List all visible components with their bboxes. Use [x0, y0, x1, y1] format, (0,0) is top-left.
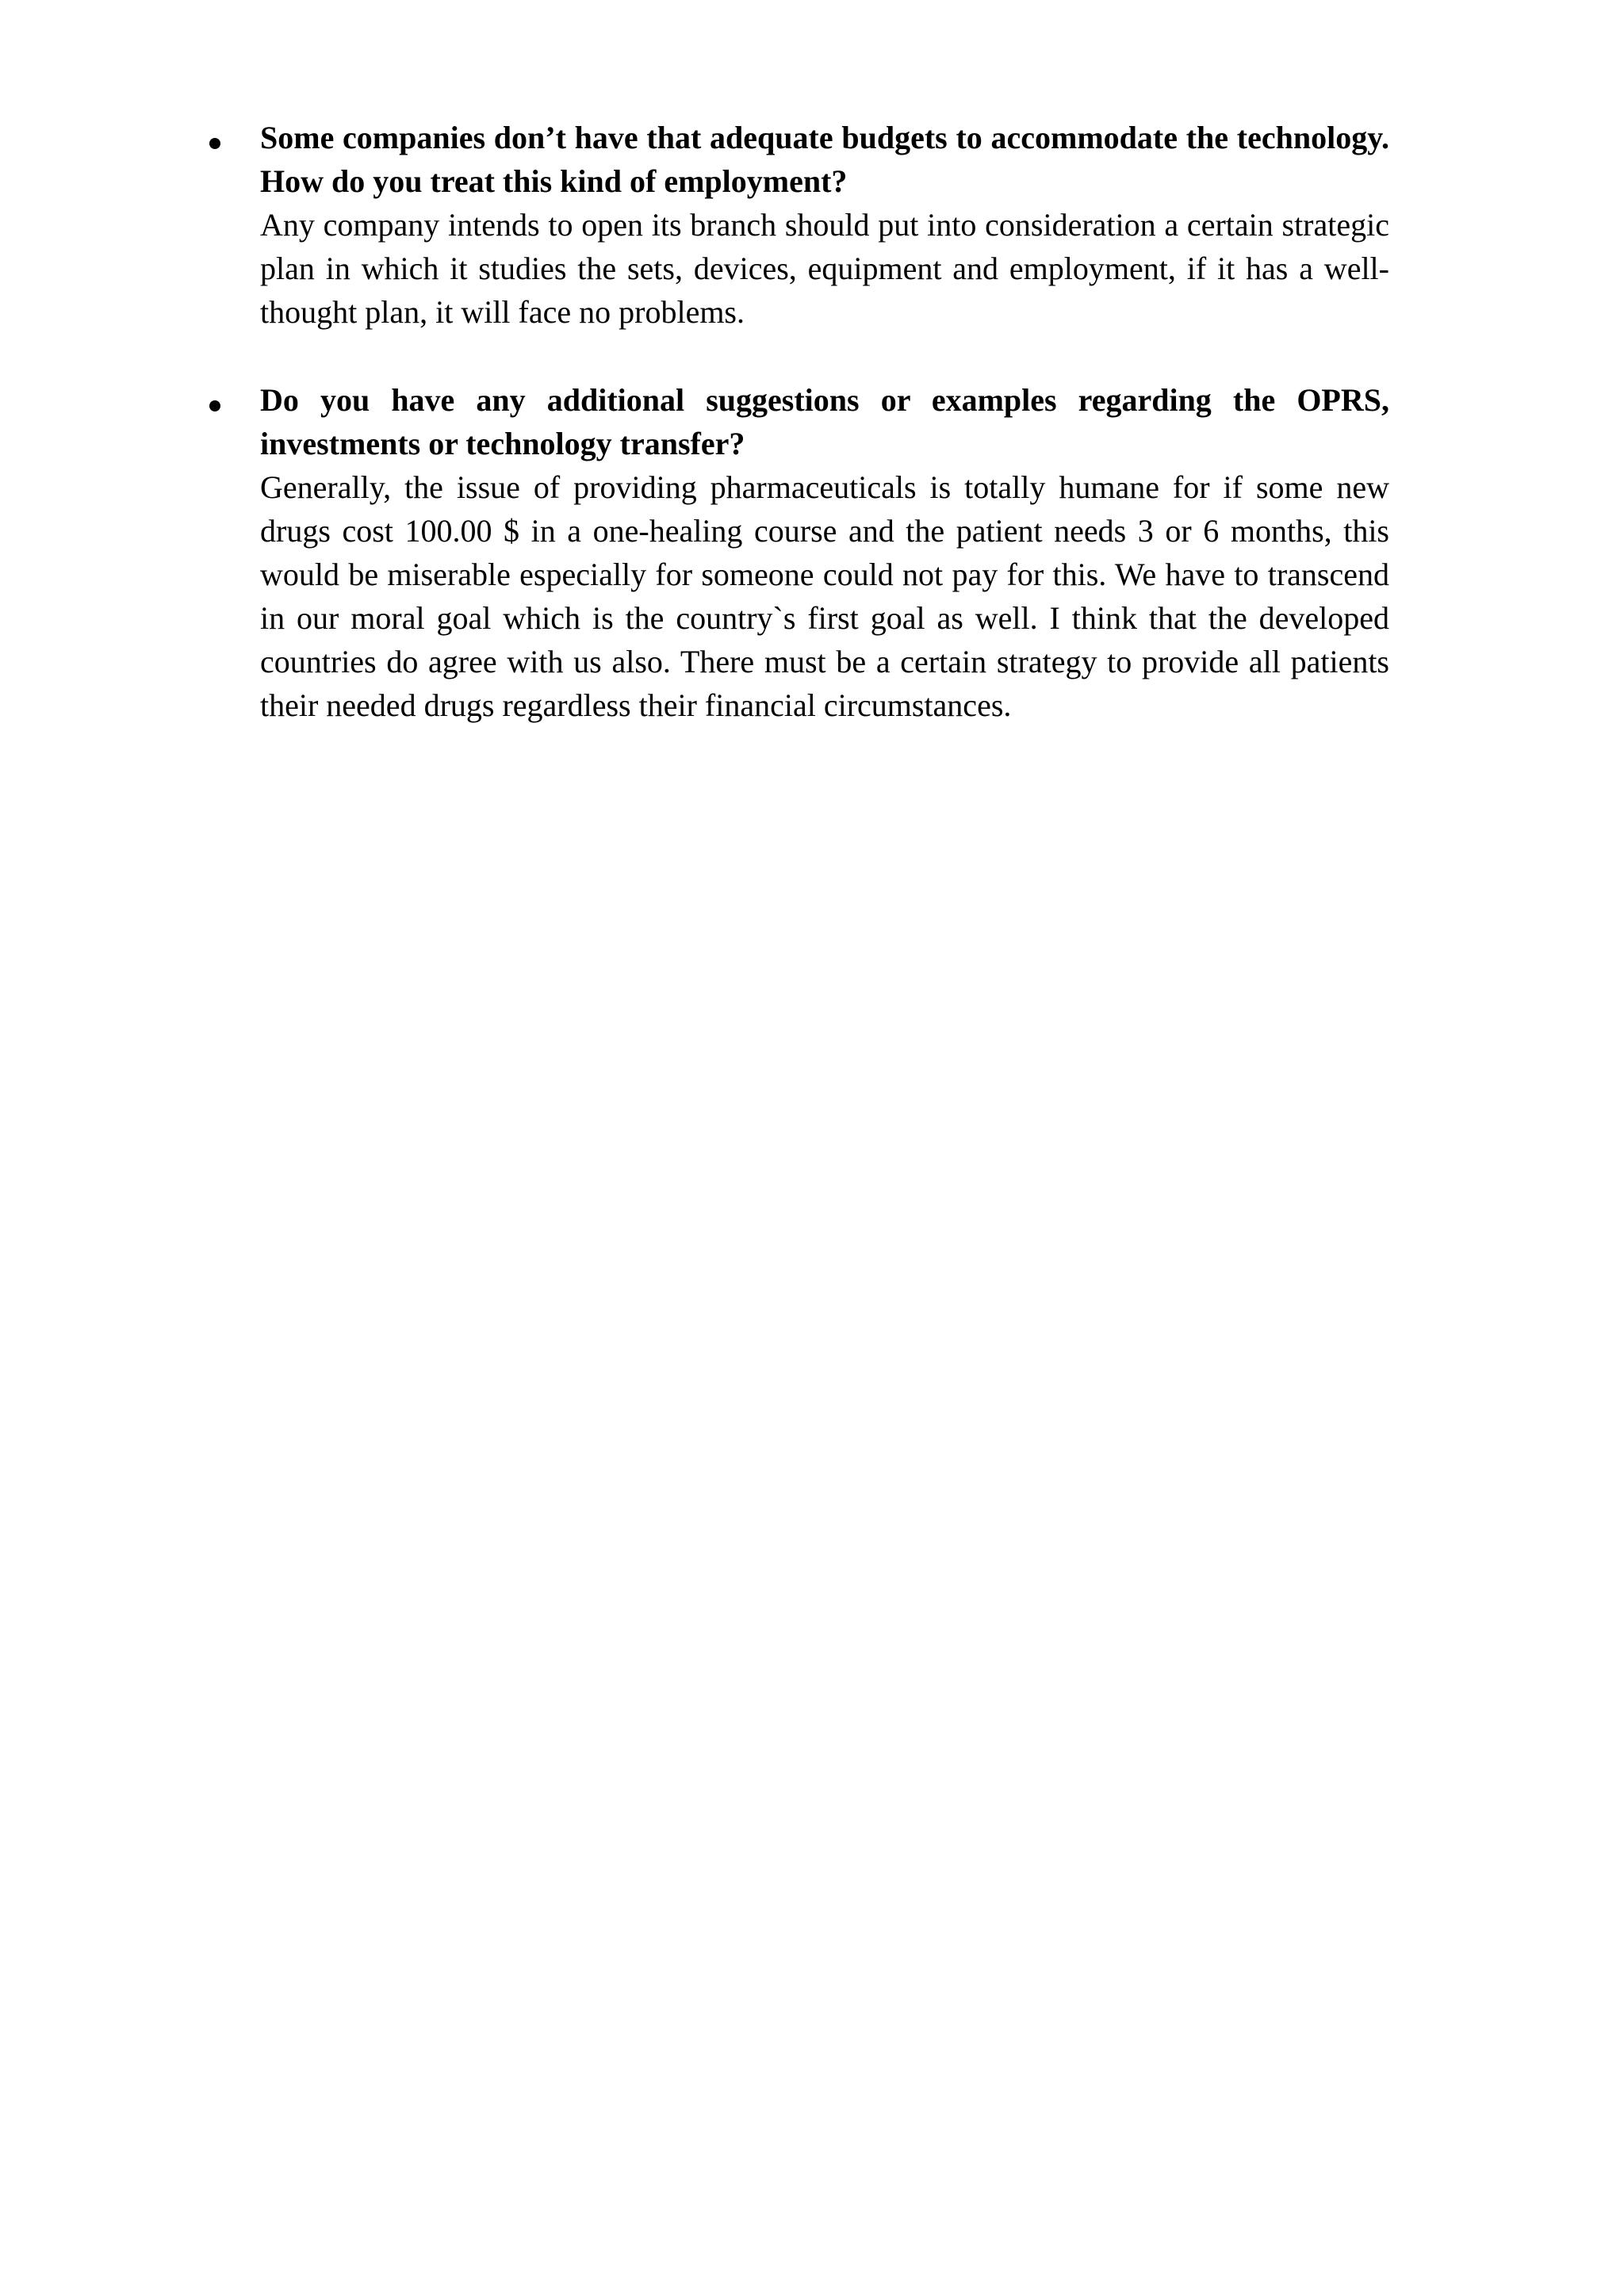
qa-item-suggestions — [260, 378, 1389, 727]
answer-text: Generally, the issue of providing pharmaceuticals is totally humane for if some new drugs cost 100.00 $ in a one-healing course and the patient needs 3 or 6 months, this would be miserable especially for someone could not pay for this. We have to transcend in our moral goal which is the country`s first goal as well. I think that the developed countries do agree with us also. There must be a certain strategy to provide all patients their needed drugs regardless their financial circumstances. — [260, 469, 1389, 723]
answer-text: Any company intends to open its branch should put into consideration a certain strategic plan in which it studies the sets, devices, equipment and employment, if it has a well-thought plan, it will face no problems. — [260, 207, 1389, 330]
qa-item-budgets — [260, 116, 1389, 334]
interview-qa-list — [260, 116, 1389, 771]
bullet-icon — [209, 138, 220, 149]
bullet-icon — [209, 400, 220, 411]
question-text: Some companies don’t have that adequate budgets to accommodate the technology. How do you treat this kind of employment? — [260, 120, 1389, 199]
question-text: Do you have any additional suggestions or examples regarding the OPRS, investments or technology transfer? — [260, 382, 1389, 461]
